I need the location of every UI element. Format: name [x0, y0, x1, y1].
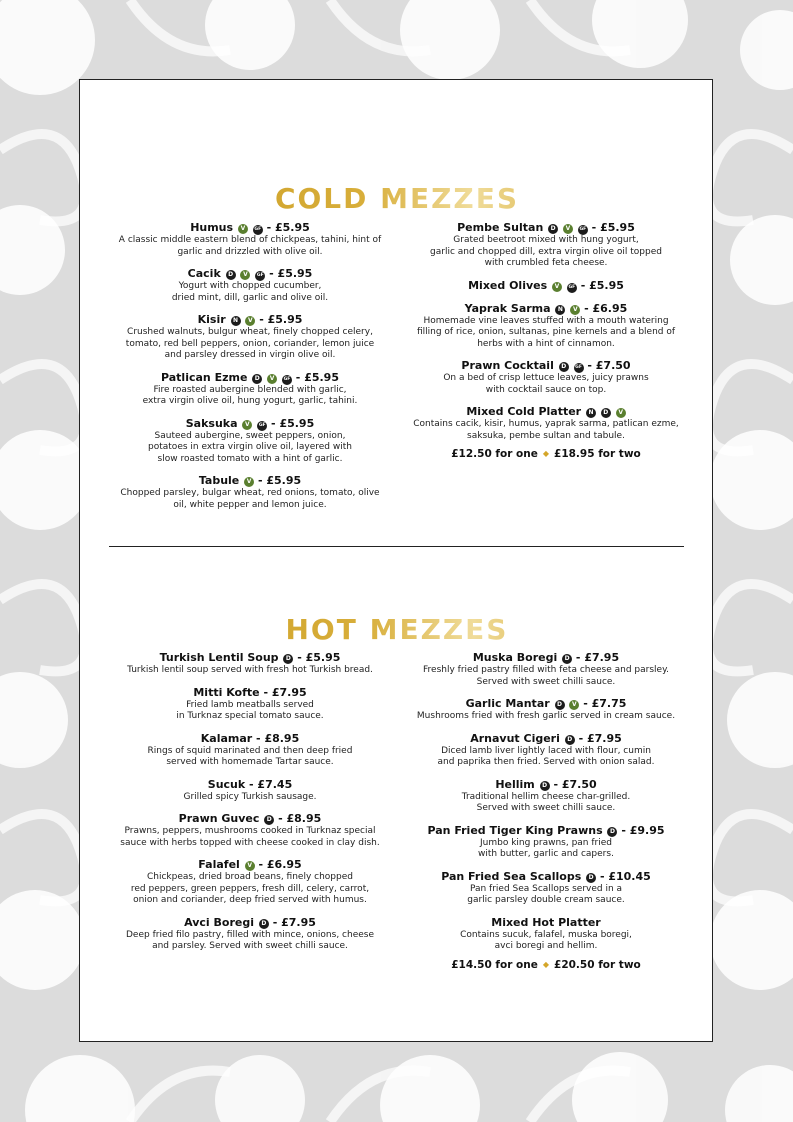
gluten-free-badge: GF	[574, 363, 584, 373]
menu-item-name: Pan Fried Sea Scallops	[441, 869, 582, 883]
vegetarian-badge: V	[245, 861, 255, 871]
menu-item-description: Grated beetroot mixed with hung yogurt,	[453, 235, 639, 245]
menu-item-description: and paprika then fried. Served with onion salad.	[437, 757, 655, 767]
menu-item	[110, 731, 390, 769]
menu-item-name: Prawn Guvec	[178, 812, 260, 825]
vegetarian-badge: V	[242, 420, 252, 430]
menu-item-description: Mushrooms fried with fresh garlic served in cream sauce.	[416, 711, 676, 721]
menu-item-price: - £7.95	[578, 731, 622, 745]
menu-item-title	[110, 312, 390, 327]
menu-item	[110, 473, 390, 511]
menu-item-description: onion and coriander, deep fried served with humus.	[133, 895, 367, 905]
menu-item-title	[404, 869, 688, 884]
menu-item-description: Pan fried Sea Scallops served in a	[469, 883, 623, 894]
menu-item	[404, 301, 688, 351]
menu-item-description: On a bed of crisp lettuce leaves, juicy prawns	[443, 373, 649, 383]
menu-item-price: - £7.50	[553, 777, 597, 791]
vegetarian-badge: V	[616, 408, 626, 418]
menu-item-price: - £6.95	[584, 301, 628, 315]
vegetarian-badge: V	[244, 477, 254, 487]
dairy-badge: D	[607, 827, 617, 837]
menu-item-price: - £7.95	[575, 651, 620, 664]
menu-item-name: Mixed Hot Platter	[491, 915, 601, 929]
menu-item-name: Arnavut Cigeri	[470, 731, 560, 745]
dairy-badge: D	[264, 815, 274, 825]
menu-item-description: tomato, red bell peppers, onion, coriander, lemon juice	[125, 338, 375, 349]
menu-item-description: Jumbo king prawns, pan fried	[479, 837, 612, 848]
menu-item-description: slow roasted tomato with a hint of garlic.	[157, 453, 343, 464]
dairy-badge: D	[586, 873, 596, 883]
menu-item-name: Kisir	[197, 313, 226, 326]
menu-item-title	[110, 473, 390, 488]
dairy-badge: D	[540, 781, 550, 791]
menu-item	[404, 404, 688, 462]
menu-item-description: with crumbled feta cheese.	[484, 258, 608, 268]
menu-item-name: Saksuka	[185, 416, 238, 430]
menu-item-name: Hellim	[495, 777, 535, 791]
vegetarian-badge: V	[552, 282, 562, 292]
menu-item-price: - £6.95	[258, 858, 302, 871]
section-divider	[109, 546, 684, 547]
menu-item-price: - £10.45	[599, 869, 651, 883]
dairy-badge: D	[562, 654, 572, 664]
menu-item-description: garlic and drizzled with olive oil.	[177, 246, 323, 257]
menu-item	[404, 823, 688, 861]
menu-item-description: Rings of squid marinated and then deep fried	[147, 745, 353, 756]
menu-item-description: Turkish lentil soup served with fresh hot Turkish bread.	[127, 665, 373, 675]
menu-item-title	[110, 777, 390, 792]
vegetarian-badge: V	[240, 270, 250, 280]
menu-item-name: Avci Boregi	[184, 915, 254, 929]
menu-item-price: - £7.95	[272, 915, 316, 929]
menu-item-description: dried mint, dill, garlic and olive oil.	[171, 292, 329, 303]
menu-item-title	[404, 404, 688, 419]
platter-price-one: £12.50 for one	[451, 448, 538, 460]
menu-item-description: red peppers, green peppers, fresh dill, celery, carrot,	[130, 883, 370, 894]
menu-item-title	[404, 220, 688, 235]
dairy-badge: D	[601, 408, 611, 418]
menu-item-description: garlic and chopped dill, extra virgin olive oil topped	[430, 246, 662, 257]
menu-item	[110, 416, 390, 466]
menu-item-description: Freshly fried pastry filled with feta cheese and parsley.	[423, 665, 669, 675]
menu-item-description: herbs with a hint of cinnamon.	[477, 338, 615, 349]
menu-item-price: - £5.95	[591, 221, 635, 234]
menu-item-title	[110, 370, 390, 385]
nuts-badge: N	[231, 316, 241, 326]
menu-item-title	[110, 650, 390, 665]
menu-item-title	[404, 696, 688, 711]
menu-item-description: oil, white pepper and lemon juice.	[173, 499, 327, 510]
menu-item	[110, 777, 390, 804]
menu-item	[404, 915, 688, 973]
menu-item-name: Cacik	[187, 267, 221, 280]
menu-item	[404, 696, 688, 723]
vegetarian-badge: V	[245, 316, 255, 326]
menu-item-description: Grilled spicy Turkish sausage.	[183, 791, 317, 802]
menu-item	[404, 650, 688, 688]
menu-item-description: Prawns, peppers, mushrooms cooked in Turknaz special	[124, 826, 376, 836]
menu-item	[110, 312, 390, 362]
menu-item-name: Tabule	[198, 474, 240, 487]
menu-item-description: avci boregi and hellim.	[494, 941, 598, 951]
menu-item-price: - £9.95	[621, 823, 665, 837]
hot-mezzes-left-column	[110, 650, 390, 961]
menu-item-description: with cocktail sauce on top.	[485, 384, 607, 395]
dairy-badge: D	[555, 700, 565, 710]
dairy-badge: D	[565, 735, 575, 745]
dairy-badge: D	[259, 919, 269, 929]
menu-item-description: Deep fried filo pastry, filled with mince, onions, cheese	[126, 929, 374, 940]
menu-item-description: filling of rice, onion, sultanas, pine kernels and a blend of	[416, 327, 676, 337]
menu-item-title	[404, 650, 688, 665]
gluten-free-badge: GF	[282, 375, 292, 385]
menu-item-price: - £7.75	[583, 697, 627, 710]
gluten-free-badge: GF	[567, 283, 577, 293]
cold-mezzes-heading: COLD MEZZES	[80, 182, 714, 215]
menu-item-title	[404, 301, 688, 316]
menu-item-name: Patlican Ezme	[160, 370, 248, 384]
menu-item-title	[110, 857, 390, 872]
menu-item-price: - £5.95	[266, 221, 310, 234]
menu-item-price: - £5.95	[271, 416, 315, 430]
dairy-badge: D	[226, 270, 236, 280]
menu-card	[79, 79, 713, 1042]
cold-mezzes-left-column	[110, 220, 390, 519]
platter-price-line	[404, 446, 688, 462]
menu-item-description: Chopped parsley, bulgar wheat, red onions, tomato, olive	[120, 488, 380, 498]
menu-item-price: - £7.95	[263, 685, 307, 699]
menu-item	[110, 857, 390, 907]
gluten-free-badge: GF	[257, 421, 267, 431]
menu-item-name: Muska Boregi	[472, 651, 558, 664]
menu-item-title	[110, 220, 390, 235]
menu-item-name: Pan Fried Tiger King Prawns	[427, 823, 603, 837]
menu-item-name: Garlic Mantar	[465, 697, 550, 710]
menu-item-title	[110, 915, 390, 930]
menu-item	[110, 685, 390, 723]
menu-item-description: and parsley dressed in virgin olive oil.	[164, 350, 336, 360]
dairy-badge: D	[252, 374, 262, 384]
menu-item-title	[404, 358, 688, 373]
menu-item-name: Turkish Lentil Soup	[159, 651, 279, 664]
vegetarian-badge: V	[570, 305, 580, 315]
menu-item-description: Diced lamb liver lightly laced with flour, cumin	[441, 745, 651, 756]
menu-item-title	[110, 416, 390, 431]
menu-item	[404, 358, 688, 396]
vegetarian-badge: V	[569, 700, 579, 710]
menu-item	[110, 266, 390, 304]
menu-item-title	[404, 915, 688, 930]
menu-item	[404, 220, 688, 270]
menu-item-description: Traditional hellim cheese char-grilled.	[461, 791, 631, 802]
menu-item-price: - £8.95	[278, 812, 322, 825]
menu-item-price: - £5.95	[269, 267, 313, 280]
vegetarian-badge: V	[238, 224, 248, 234]
menu-item-description: Served with sweet chilli sauce.	[476, 676, 616, 687]
gluten-free-badge: GF	[578, 225, 588, 235]
menu-item-name: Humus	[190, 221, 234, 234]
menu-item-description: in Turknaz special tomato sauce.	[176, 711, 324, 721]
menu-item-description: Chickpeas, dried broad beans, finely chopped	[147, 872, 353, 882]
menu-item-title	[110, 685, 390, 700]
menu-item-price: - £5.95	[297, 651, 341, 664]
platter-price-two: £18.95 for two	[554, 448, 641, 460]
menu-item-description: extra virgin olive oil, hung yogurt, garlic, tahini.	[142, 396, 358, 406]
hot-mezzes-right-column	[404, 650, 688, 981]
menu-item-description: garlic parsley double cream sauce.	[467, 895, 625, 905]
platter-price-line	[404, 957, 688, 973]
menu-item-name: Falafel	[198, 858, 240, 871]
menu-item-description: Fire roasted aubergine blended with garlic,	[153, 384, 347, 395]
menu-item-title	[110, 731, 390, 746]
gluten-free-badge: GF	[255, 271, 265, 281]
menu-item-description: Contains cacik, kisir, humus, yaprak sarma, patlican ezme,	[413, 419, 679, 429]
menu-item-description: A classic middle eastern blend of chickpeas, tahini, hint of	[118, 235, 382, 245]
menu-item	[404, 869, 688, 907]
menu-item-description: Homemade vine leaves stuffed with a mouth watering	[423, 315, 669, 326]
menu-item-description: Sauteed aubergine, sweet peppers, onion,	[154, 430, 346, 441]
menu-item	[404, 777, 688, 815]
menu-item	[110, 650, 390, 677]
menu-item-description: Contains sucuk, falafel, muska boregi,	[460, 929, 632, 940]
menu-item	[110, 220, 390, 258]
menu-item-price: - £5.95	[295, 370, 339, 384]
cold-mezzes-right-column	[404, 220, 688, 470]
menu-item-description: Yogurt with chopped cucumber,	[178, 281, 322, 291]
menu-item-description: Fried lamb meatballs served	[186, 699, 314, 710]
menu-item-description: potatoes in extra virgin olive oil, layered with	[148, 442, 352, 452]
menu-item-description: Crushed walnuts, bulgur wheat, finely chopped celery,	[127, 327, 373, 337]
menu-item-title	[110, 266, 390, 281]
menu-item-description: Served with sweet chilli sauce.	[476, 803, 616, 813]
menu-item-name: Mixed Olives	[468, 278, 548, 292]
menu-item-price: - £5.95	[259, 313, 303, 326]
nuts-badge: N	[555, 305, 565, 315]
dairy-badge: D	[283, 654, 293, 664]
menu-item-price: - £8.95	[256, 731, 300, 745]
menu-item	[110, 811, 390, 849]
menu-item-title	[404, 278, 688, 293]
menu-item-name: Sucuk	[207, 777, 246, 791]
menu-item-description: and parsley. Served with sweet chilli sauce.	[152, 941, 348, 951]
menu-item-name: Yaprak Sarma	[464, 301, 551, 315]
menu-item	[404, 278, 688, 293]
menu-item-name: Mitti Kofte	[193, 685, 260, 699]
menu-item-title	[110, 811, 390, 826]
menu-item-description: served with homemade Tartar sauce.	[166, 757, 334, 767]
menu-item-price: - £5.95	[580, 278, 624, 292]
hot-mezzes-heading: HOT MEZZES	[80, 613, 714, 646]
platter-price-two: £20.50 for two	[554, 958, 641, 971]
menu-item	[110, 915, 390, 953]
menu-item-title	[404, 823, 688, 838]
menu-item-title	[404, 731, 688, 746]
gluten-free-badge: GF	[253, 225, 263, 235]
menu-item-name: Kalamar	[200, 731, 253, 745]
menu-item-price: - £7.45	[249, 777, 293, 791]
menu-item-title	[404, 777, 688, 792]
menu-item-name: Prawn Cocktail	[461, 359, 554, 372]
menu-item-name: Mixed Cold Platter	[466, 405, 582, 418]
menu-item-price: - £5.95	[257, 474, 302, 487]
nuts-badge: N	[586, 408, 596, 418]
dairy-badge: D	[548, 224, 558, 234]
vegetarian-badge: V	[267, 374, 277, 384]
menu-item-description: saksuka, pembe sultan and tabule.	[467, 430, 625, 441]
platter-price-one: £14.50 for one	[451, 958, 538, 971]
menu-item-description: sauce with herbs topped with cheese cooked in clay dish.	[120, 837, 380, 848]
menu-item-name: Pembe Sultan	[457, 221, 544, 234]
menu-item	[110, 370, 390, 408]
diamond-icon: ◆	[542, 959, 550, 969]
diamond-icon: ◆	[542, 449, 550, 458]
menu-item	[404, 731, 688, 769]
vegetarian-badge: V	[563, 224, 573, 234]
menu-item-price: - £7.50	[587, 359, 631, 372]
dairy-badge: D	[559, 362, 569, 372]
menu-item-description: with butter, garlic and capers.	[478, 849, 614, 859]
